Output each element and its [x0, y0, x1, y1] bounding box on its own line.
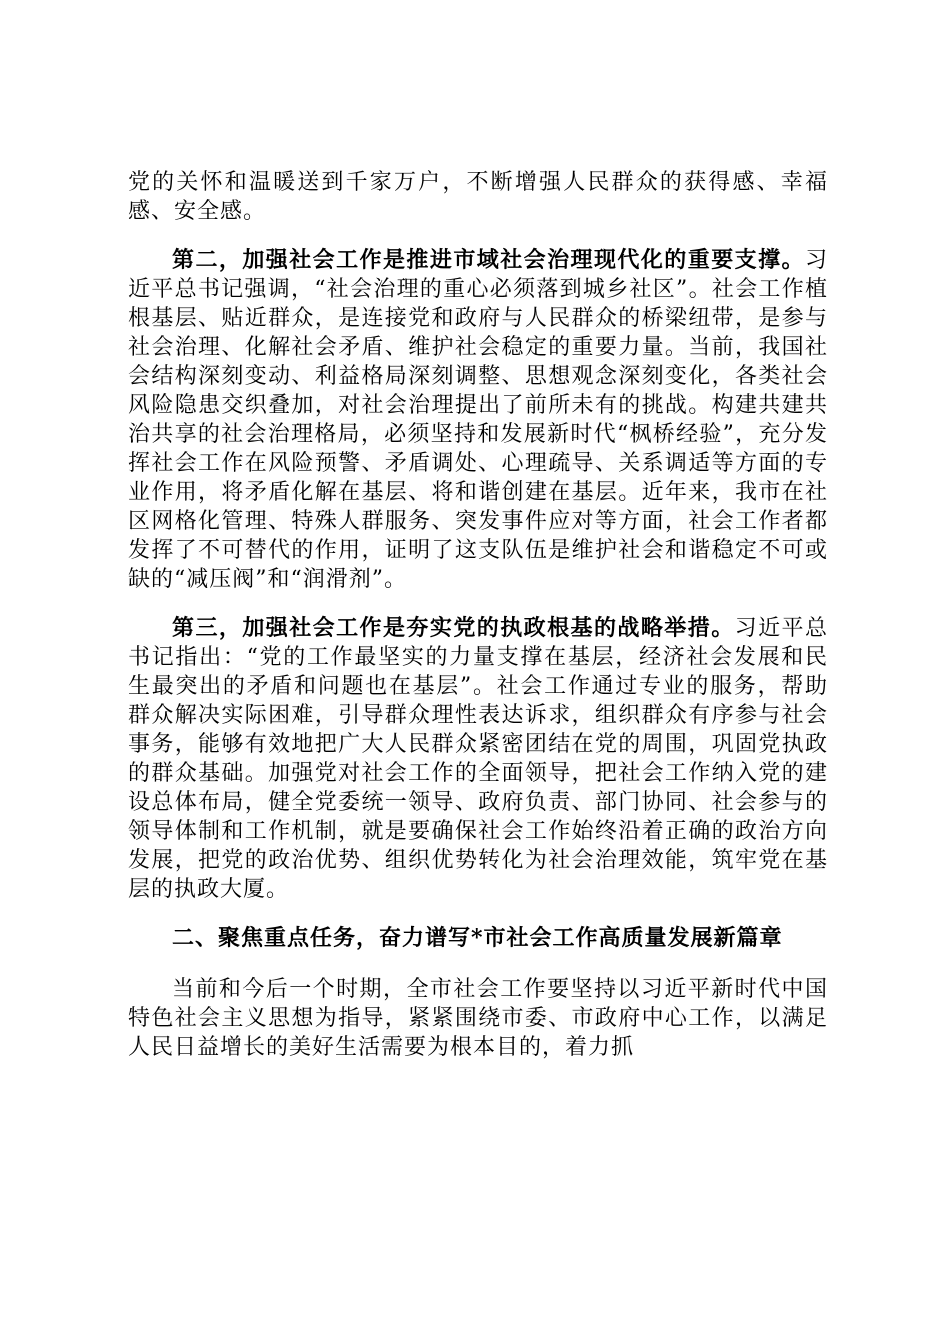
paragraph-text: 习近平总书记指出：“党的工作最坚实的力量支撑在基层，经济社会发展和民生最突出的矛盾和问题也在基层”。社会工作通过专业的服务，帮助群众解决实际困难，引导群众理性表达诉求，组织群众有序参与社会事务，能够有效地把广大人民群众紧密团结在党的周围，巩固党执政的群众基础。加强党对社会工作的全面领导，把社会工作纳入党的建设总体布局，健全党委统一领导、政府负责、部门协同、社会参与的领导体制和工作机制，就是要确保社会工作始终沿着正确的政治方向发展，把党的政治优势、组织优势转化为社会治理效能，筑牢党在基层的执政大厦。 — [128, 616, 828, 902]
paragraph-section-intro — [128, 975, 828, 1062]
paragraph-lead-heading: 第三，加强社会工作是夯实党的执政根基的战略举措。 — [172, 615, 735, 641]
paragraph-text: 党的关怀和温暖送到千家万户，不断增强人民群众的获得感、幸福感、安全感。 — [128, 170, 828, 224]
paragraph-lead-heading: 第二，加强社会工作是推进市域社会治理现代化的重要支撑。 — [172, 247, 805, 273]
document-page — [128, 168, 828, 1082]
paragraph-second-point — [128, 246, 828, 594]
section-heading-text: 二、聚焦重点任务，奋力谱写*市社会工作高质量发展新篇章 — [172, 925, 783, 951]
paragraph-third-point — [128, 614, 828, 904]
paragraph-text: 当前和今后一个时期，全市社会工作要坚持以习近平新时代中国特色社会主义思想为指导，紧紧围绕市委、市政府中心工作，以满足人民日益增长的美好生活需要为根本目的，着力抓 — [128, 977, 828, 1060]
paragraph-text: 习近平总书记强调，“社会治理的重心必须落到城乡社区”。社会工作植根基层、贴近群众，是连接党和政府与人民群众的桥梁纽带，是参与社会治理、化解社会矛盾、维护社会稳定的重要力量。当前，我国社会结构深刻变动、利益格局深刻调整、思想观念深刻变化，各类社会风险隐患交织叠加，对社会治理提出了前所未有的挑战。构建共建共治共享的社会治理格局，必须坚持和发展新时代“枫桥经验”，充分发挥社会工作在风险预警、矛盾调处、心理疏导、关系调适等方面的专业作用，将矛盾化解在基层、将和谐创建在基层。近年来，我市在社区网格化管理、特殊人群服务、突发事件应对等方面，社会工作者都发挥了不可替代的作用，证明了这支队伍是维护社会和谐稳定不可或缺的“减压阀”和“润滑剂”。 — [128, 248, 828, 592]
section-heading — [128, 924, 828, 953]
paragraph-continuation — [128, 168, 828, 226]
